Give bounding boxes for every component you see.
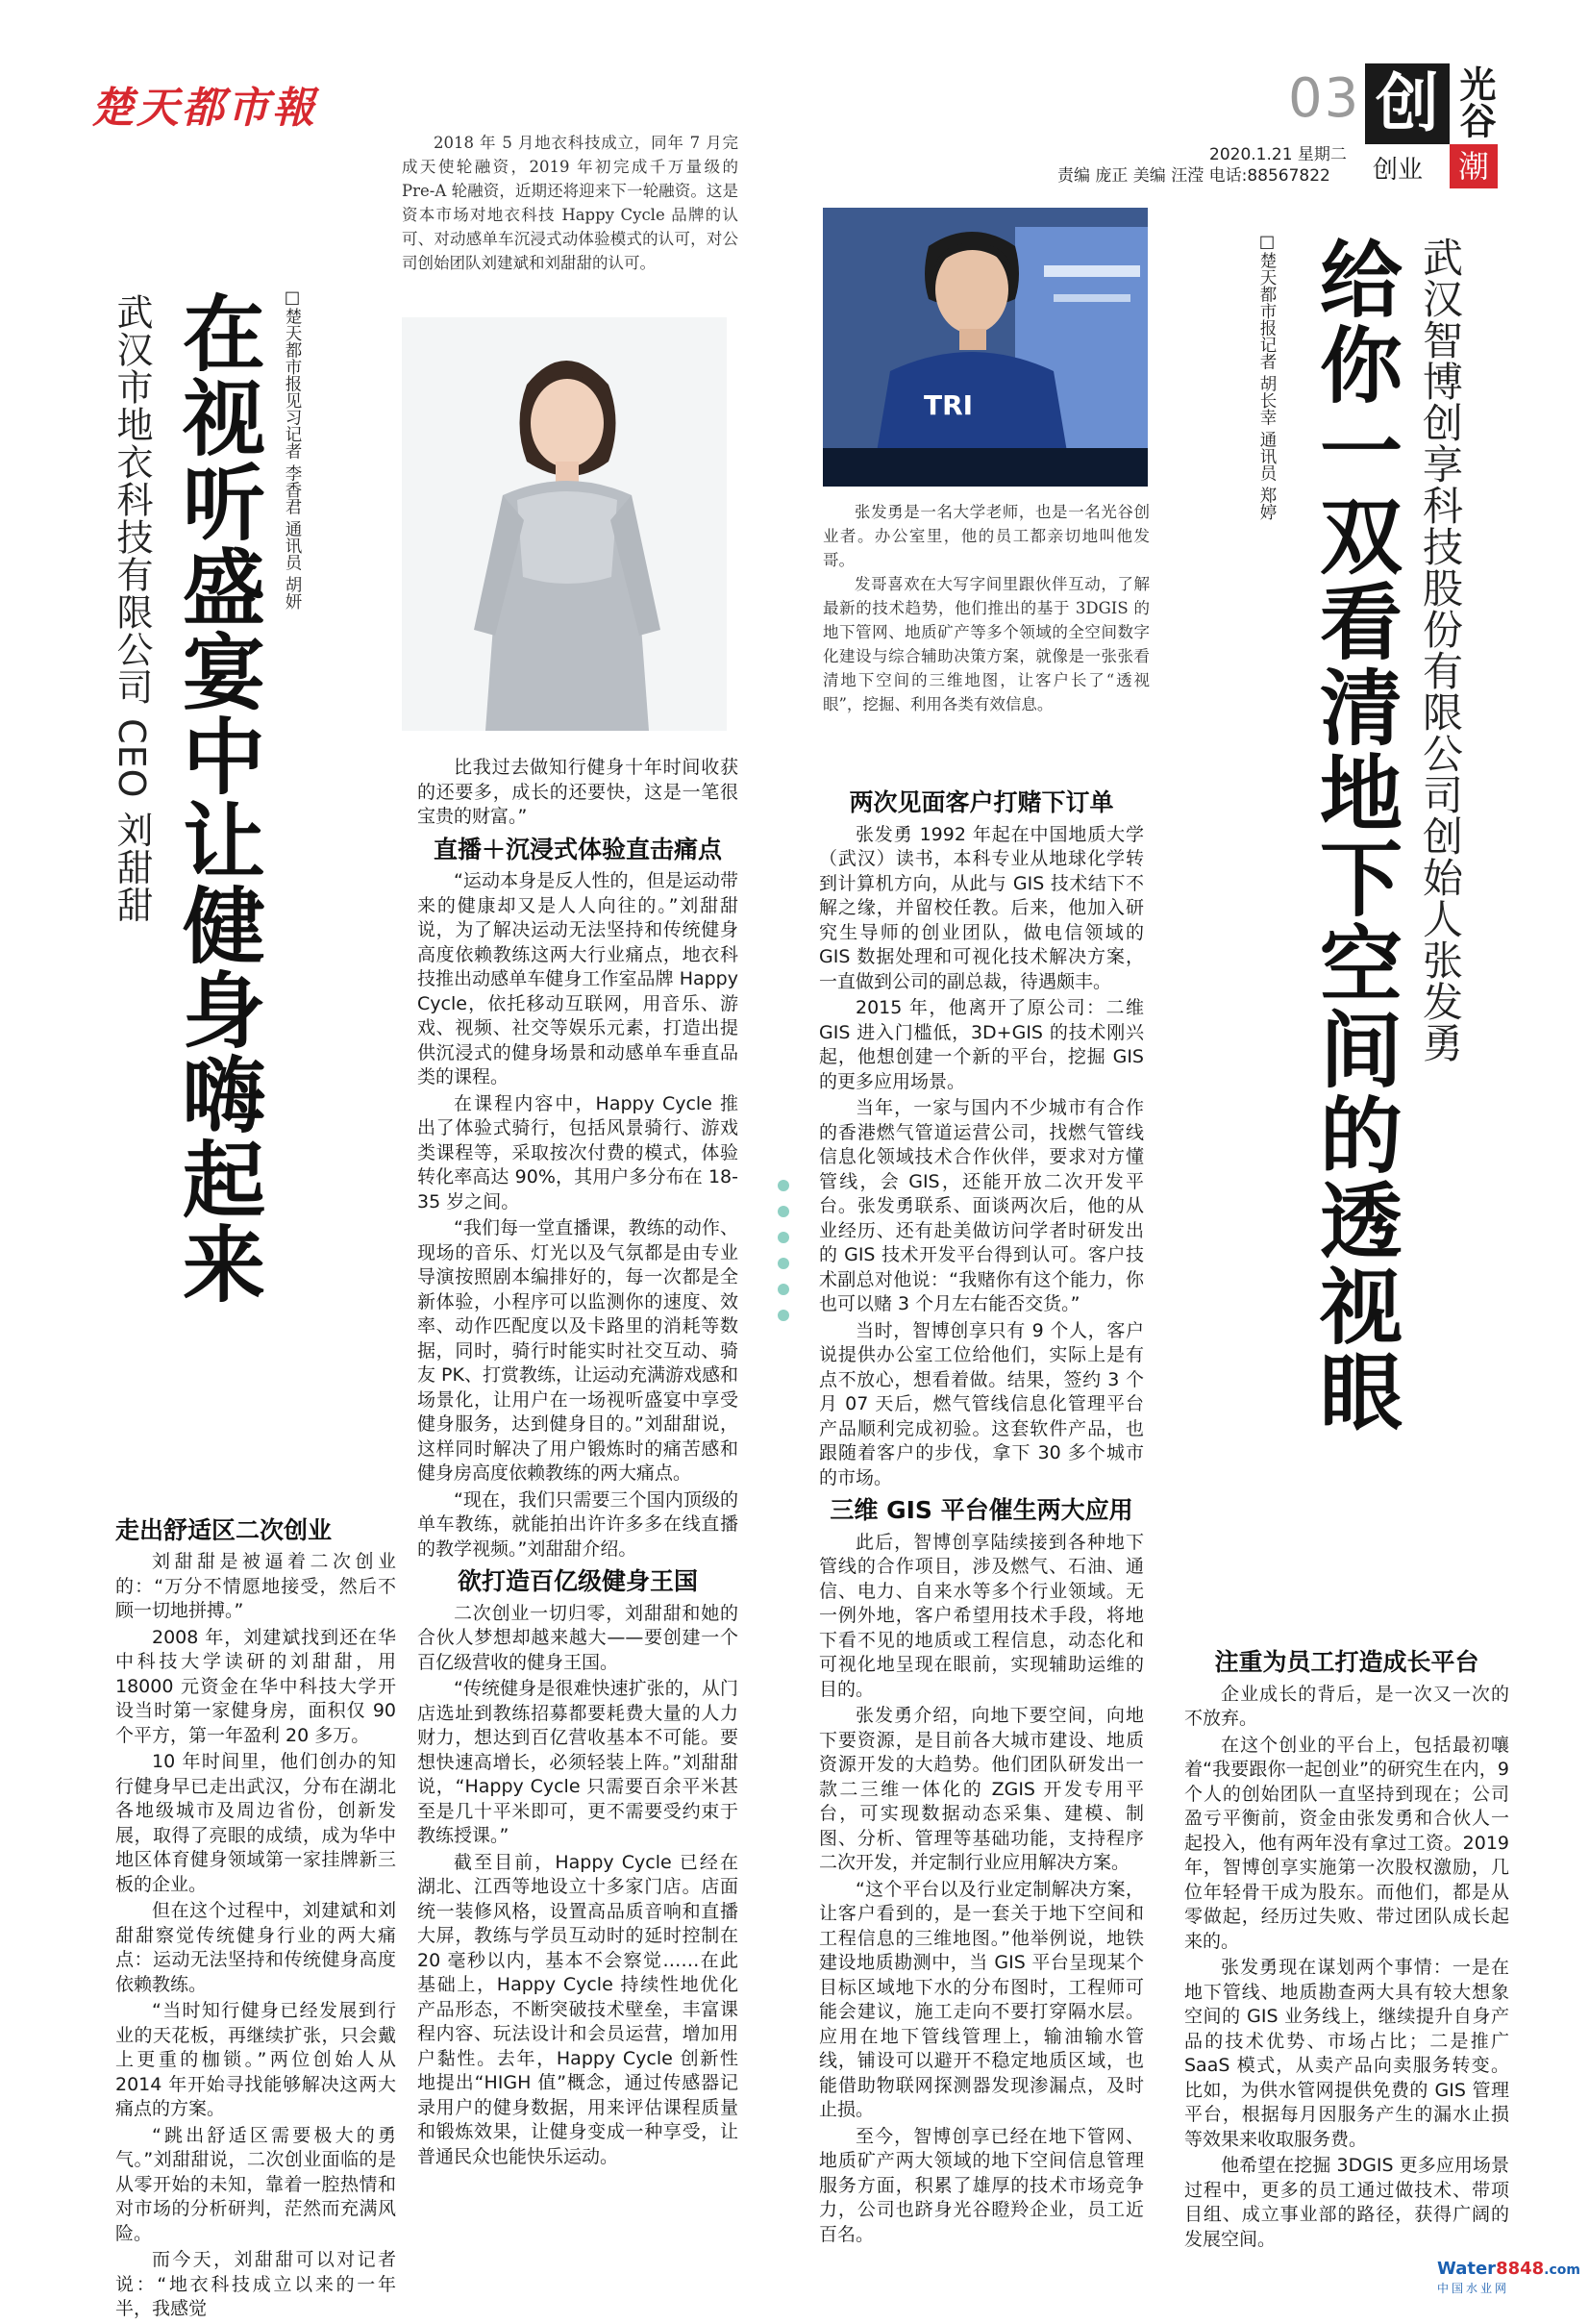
paragraph: “传统健身是很难快速扩张的，从门店选址到教练招募都要耗费大量的人力财力，想达到百亿营收基本不可能。要想快速高增长，必须轻装上阵。”刘甜甜说，“Happy Cycle 只需要百余平米甚至是几十平米即可，更不需要受约束于教练授课。” xyxy=(417,1678,738,1846)
paragraph: 在这个创业的平台上，包括最初嚷着“我要跟你一起创业”的研究生在内，9 个人的创始团队一直坚持到现在；公司盈亏平衡前，资金由张发勇和合伙人一起投入，他有两年没有拿过工资。2019 年，智博创享实施第一次股权激励，几位年轻骨干成为股东。而他们，都是从零做起，经历过失败、带过团队成长起来的。 xyxy=(1184,1734,1509,1952)
left-article-subtitle: 武汉市地衣科技有限公司 CEO 刘甜甜 xyxy=(111,293,153,924)
paper-logo: 楚天都市報 xyxy=(91,84,317,133)
issue-date: 2020.1.21 星期二 xyxy=(1209,145,1347,164)
paragraph: 2008 年，刘建斌找到还在华中科技大学读研的刘甜甜，用 18000 元资金在华中科技大学开设当时第一家健身房，面积仅 90 个平方，第一年盈利 20 多万。 xyxy=(115,1626,396,1746)
paragraph: 张发勇介绍，向地下要空间，向地下要资源，是目前各大城市建设、地质资源开发的大趋势。他们团队研发出一款二三维一体化的 ZGIS 开发专用平台，可实现数据动态采集、建模、制图、分析、管理等基础功能，支持程序二次开发，并定制行业应用解决方案。 xyxy=(819,1705,1144,1873)
right-article-photo xyxy=(823,208,1148,487)
watermark-logo xyxy=(1437,2260,1581,2300)
page-number: 03 xyxy=(1288,67,1361,130)
watermark-brand-num: 8848 xyxy=(1496,2259,1545,2279)
dots-icon xyxy=(777,1179,790,1342)
paragraph: 在课程内容中，Happy Cycle 推出了体验式骑行，包括风景骑行、游戏类课程等，采取按次付费的模式，体验转化率高达 90%，其用户多分布在 18-35 岁之间。 xyxy=(417,1092,738,1212)
right-section2-title: 三维 GIS 平台催生两大应用 xyxy=(830,1496,1133,1524)
section-sub-label: 创业 xyxy=(1373,156,1424,185)
intro-paragraph: 2018 年 5 月地衣科技成立，同年 7 月完成天使轮融资，2019 年初完成千万量级的 Pre-A 轮融资，近期还将迎来下一轮融资。这是资本市场对地衣科技 Happy Cycle 品牌的认可、对动感单车沉浸式动体验模式的认可，对公司创始团队刘建斌和刘甜甜的认可。 xyxy=(402,134,738,272)
paragraph: 此后，智博创享陆续接到各种地下管线的合作项目，涉及燃气、石油、通信、电力、自来水等多个行业领域。无一例外地，客户希望用技术手段，将地下看不见的地质或工程信息，动态化和可视化地呈现在眼前，实现辅助运维的目的。 xyxy=(819,1531,1144,1700)
paragraph: 截至目前，Happy Cycle 已经在湖北、江西等地设立十多家门店。店面统一装修风格，设置高品质音响和直播大屏，教练与学员互动时的延时控制在 20 毫秒以内，基本不会察觉……在此基础上，Happy Cycle 持续性地优化产品形态，不断突破技术壁垒，丰富课程内容、玩法设计和会员运营，增加用户黏性。去年，Happy Cycle 创新性地提出“HIGH 值”概念，通过传感器记录用户的健身数据，用来评估课程质量和锻炼效果，让健身变成一种享受，让普通民众也能快乐运动。 xyxy=(417,1851,738,2167)
man-speaker-illustration xyxy=(823,208,1148,487)
paragraph: 张发勇现在谋划两个事情：一是在地下管线、地质勘查两大具有较大想象空间的 GIS 业务线上，继续提升自身产品的技术优势、市场占比；二是推广 SaaS 模式，从卖产品向卖服务转变。比如，为供水管网提供免费的 GIS 管理平台，根据每月因服务产生的漏水止损等效果来收取服务费。 xyxy=(1184,1957,1509,2150)
left-article-photo xyxy=(402,317,727,731)
left-section2-title: 直播＋沉浸式体验直击痛点 xyxy=(433,835,722,863)
paragraph: “这个平台以及行业定制解决方案，让客户看到的，是一套关于地下空间和工程信息的三维地图。”他举例说，地铁建设地质勘测中，当 GIS 平台呈现某个目标区域地下水的分布图时，工程师可能会建议，施工走向不要打穿隔水层。应用在地下管线管理上，输油输水管线，铺设可以避开不稳定地质区域，也能借助物联网探测器发现渗漏点，及时止损。 xyxy=(819,1878,1144,2120)
paragraph: 2015 年，他离开了原公司：二维 GIS 进入门槛低，3D+GIS 的技术刚兴起，他想创建一个新的平台，挖掘 GIS 的更多应用场景。 xyxy=(819,997,1144,1092)
paragraph: 当年，一家与国内不少城市有合作的香港燃气管道运营公司，找燃气管线信息化领域技术合作伙伴，要求对方懂管线，会 GIS，还能开放二次开发平台。张发勇联系、面谈两次后，他的从业经历、还有赴美做访问学者时研发出的 GIS 技术开发平台得到认可。客户技术副总对他说：“我赌你有这个能力，你也可以赌 3 个月左右能否交货。” xyxy=(819,1097,1144,1314)
paragraph: 企业成长的背后，是一次又一次的不放弃。 xyxy=(1184,1683,1509,1729)
paragraph: 二次创业一切归零，刘甜甜和她的合伙人梦想却越来越大——要创建一个百亿级营收的健身王国。 xyxy=(417,1602,738,1673)
watermark-brand-cn: 中国水业网 xyxy=(1437,2282,1510,2295)
left-section1-title: 走出舒适区二次创业 xyxy=(115,1516,333,1544)
caption-paragraph: 发哥喜欢在大写字间里跟伙伴互动，了解最新的技术趋势，他们推出的基于 3DGIS 的地下管网、地质矿产等多个领域的全空间数字化建设与综合辅助决策方案，就像是一张张看清地下空间的三维地图，让客户长了“透视眼”，挖掘、利用各类有效信息。 xyxy=(823,575,1150,713)
left-col1-text xyxy=(115,1550,396,2324)
paragraph: “当时知行健身已经发展到行业的天花板，再继续扩张，只会戴上更重的枷锁。”两位创始人从 2014 年开始寻找能够解决这两大痛点的方案。 xyxy=(115,2000,396,2119)
paragraph: “运动本身是反人性的，但是运动带来的健康却又是人人向往的。”刘甜甜说，为了解决运动无法坚持和传统健身高度依赖教练这两大行业痛点，地衣科技推出动感单车健身工作室品牌 Happy Cycle，依托移动互联网，用音乐、游戏、视频、社交等娱乐元素，打造出提供沉浸式的健身场景和动感单车垂直品类的课程。 xyxy=(417,870,738,1087)
right-col1-text xyxy=(819,790,1144,2249)
right-article-headline: 给你一双看清地下空间的透视眼 xyxy=(1305,237,1402,1435)
watermark-brand-main: Water xyxy=(1437,2259,1497,2279)
paragraph: 当时，智博创享只有 9 个人，客户说提供办公室工位给他们，实际上是有点不放心，想看着做。结果，签约 3 个月 07 天后，燃气管线信息化管理平台产品顺利完成初验。这套软件产品，也跟随着客户的步伐，拿下 30 多个城市的市场。 xyxy=(819,1319,1144,1488)
paragraph: 刘甜甜是被逼着二次创业的：“万分不情愿地接受，然后不顾一切地拼搏。” xyxy=(115,1551,396,1621)
paragraph: 而今天，刘甜甜可以对记者说：“地衣科技成立以来的一年半，我感觉 xyxy=(115,2249,396,2319)
paragraph: 他希望在挖掘 3DGIS 更多应用场景过程中，更多的员工通过做技术、带项目组、成立事业部的路径，获得广阔的发展空间。 xyxy=(1184,2155,1509,2250)
decorative-dot-column xyxy=(777,1179,790,1342)
paragraph: 张发勇 1992 年起在中国地质大学（武汉）读书，本科专业从地球化学转到计算机方向，从此与 GIS 技术结下不解之缘，并留校任教。后来，他加入研究生导师的创业团队，做电信领域的 GIS 数据处理和可视化技术解决方案，一直做到公司的副总裁，待遇颇丰。 xyxy=(819,823,1144,992)
right-photo-caption xyxy=(823,500,1150,716)
paragraph: “我们每一堂直播课，教练的动作、现场的音乐、灯光以及气氛都是由专业导演按照剧本编排好的，每一次都是全新体验，小程序可以监测你的速度、效率、动作匹配度以及卡路里的消耗等数据，同时，骑行时能实时社交互动、骑友 PK、打赏教练，让运动充满游戏感和场景化，让用户在一场视听盛宴中享受健身服务，达到健身目的。”刘甜甜说，这样同时解决了用户锻炼时的痛苦感和健身房高度依赖教练的两大痛点。 xyxy=(417,1217,738,1484)
right-article-byline: □楚天都市报记者 胡长幸 通讯员 郑婷 xyxy=(1257,233,1277,521)
watermark-brand-suffix: .com xyxy=(1544,2262,1580,2278)
editors-line: 责编 庞正 美编 汪滢 电话:88567822 xyxy=(1057,166,1330,186)
svg-text:TRI: TRI xyxy=(924,389,974,421)
section-tag: 潮 xyxy=(1450,144,1498,188)
left-article-headline: 在视听盛宴中让健身嗨起来 xyxy=(168,290,264,1306)
left-section3-title: 欲打造百亿级健身王国 xyxy=(457,1567,698,1595)
section-main-glyph: 创 xyxy=(1365,63,1450,144)
section-top-label: 光谷 xyxy=(1453,65,1496,138)
section-badge xyxy=(1365,63,1500,190)
paragraph: “跳出舒适区需要极大的勇气。”刘甜甜说，二次创业面临的是从零开始的未知，靠着一腔热情和对市场的分析研判，茫然而充满风险。 xyxy=(115,2124,396,2244)
paragraph: 10 年时间里，他们创办的知行健身早已走出武汉，分布在湖北各地级城市及周边省份，创新发展，取得了亮眼的成绩，成为华中地区体育健身领域第一家挂牌新三板的企业。 xyxy=(115,1751,396,1895)
left-article-byline: □楚天都市报见习记者 李香君 通讯员 胡妍 xyxy=(283,288,302,611)
right-section1-title: 两次见面客户打赌下订单 xyxy=(849,788,1114,816)
right-article-subtitle: 武汉智博创享科技股份有限公司创始人张发勇 xyxy=(1417,237,1464,1063)
left-article-intro xyxy=(402,131,738,275)
left-col2-text xyxy=(417,756,738,2171)
right-col2-text xyxy=(1184,1650,1509,2254)
paragraph: 但在这个过程中，刘建斌和刘甜甜察觉传统健身行业的两大痛点：运动无法坚持和传统健身高度依赖教练。 xyxy=(115,1900,396,1995)
woman-portrait-illustration xyxy=(402,317,727,731)
paragraph: 至今，智博创享已经在地下管网、地质矿产两大领域的地下空间信息管理服务方面，积累了雄厚的技术市场竞争力，公司也跻身光谷瞪羚企业，员工近百名。 xyxy=(819,2125,1144,2245)
right-section3-title: 注重为员工打造成长平台 xyxy=(1214,1648,1479,1676)
caption-paragraph: 张发勇是一名大学老师，也是一名光谷创业者。办公室里，他的员工都亲切地叫他发哥。 xyxy=(823,503,1150,569)
paragraph: 比我过去做知行健身十年时间收获的还要多，成长的还要快，这是一笔很宝贵的财富。” xyxy=(417,757,738,827)
paragraph: “现在，我们只需要三个国内顶级的单车教练，就能拍出许许多多在线直播的教学视频。”刘甜甜介绍。 xyxy=(417,1488,738,1560)
